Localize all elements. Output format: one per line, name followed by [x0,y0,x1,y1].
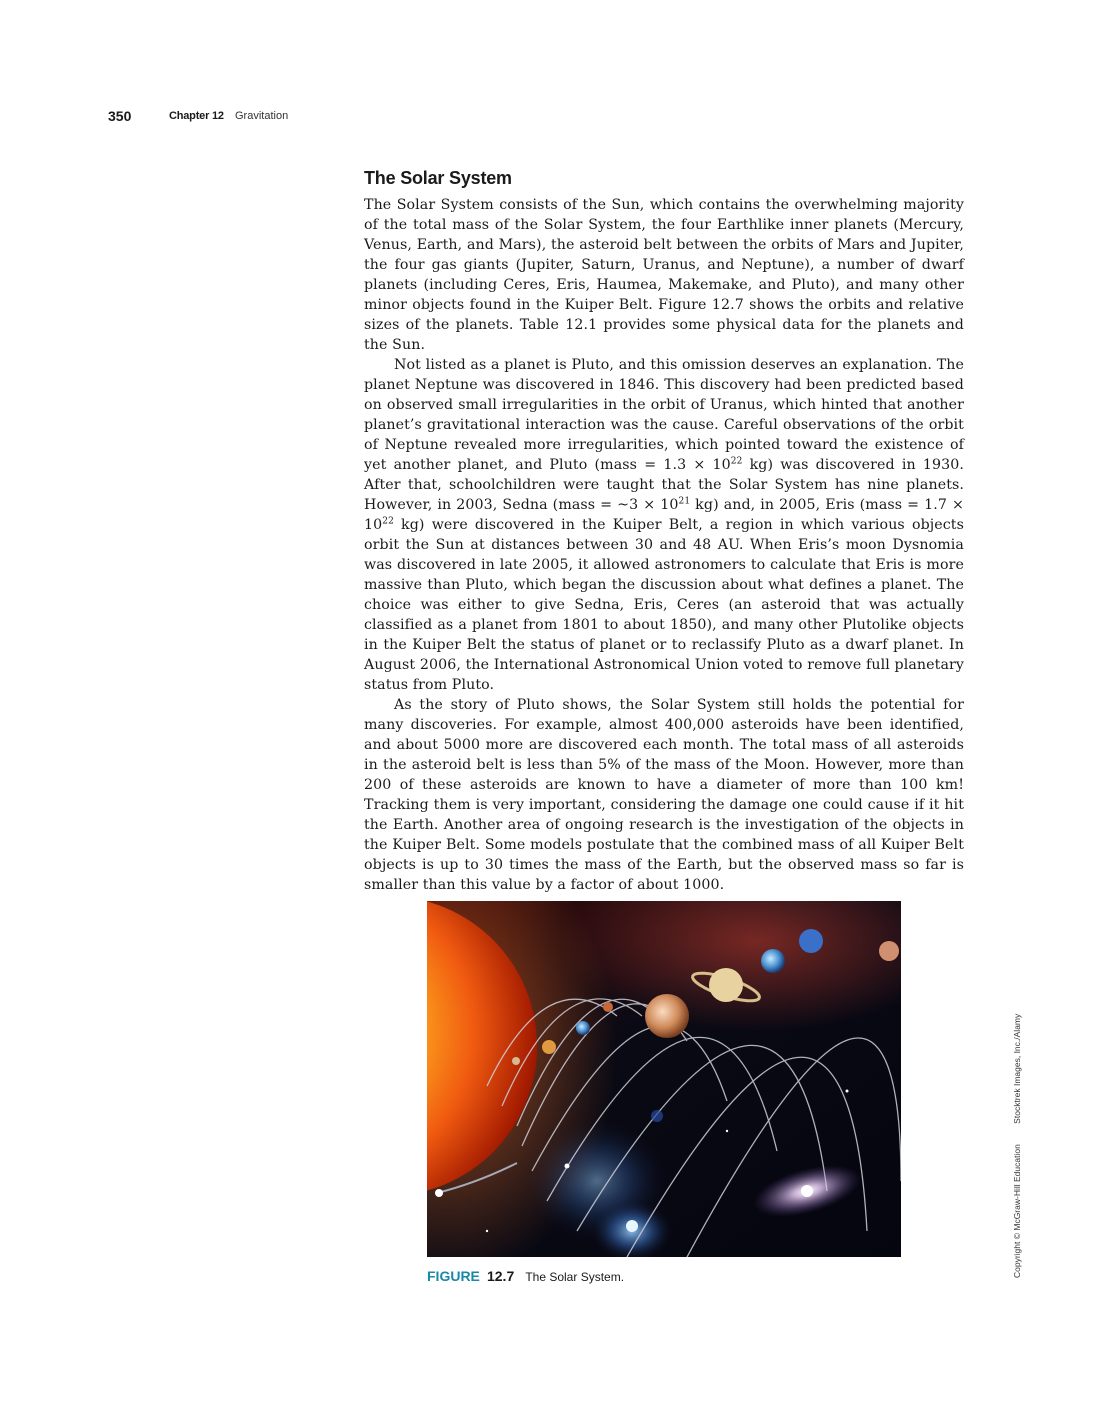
solar-system-illustration [427,901,901,1257]
distant-planet [651,1110,663,1122]
source-credit: Stocktrek Images, Inc./Alamy [1012,1013,1022,1124]
figure-number: 12.7 [486,1268,515,1284]
star [486,1230,488,1232]
dwarf-planet [879,941,899,961]
section-heading: The Solar System [364,168,512,188]
star [726,1130,728,1132]
jupiter [645,994,689,1038]
star [565,1164,570,1169]
running-head [108,108,508,126]
page-number: 350 [108,108,132,124]
star [846,1090,849,1093]
venus [542,1040,556,1054]
paragraph-3: As the story of Pluto shows, the Solar System still holds the potential for many discoveries. For example, almost 400,000 asteroids have been identified, and about 5000 more are discovered each month. The total mass of all asteroids in the asteroid belt is less than 5% of the mass of the Moon. However, more than 200 of these asteroids are known to have a diameter of more than 100 km! Tracking them is very important, considering the damage one could cause if it hit the Earth. Another area of ongoing research is the investigation of the objects in the Kuiper Belt. Some models postulate that the combined mass of all Kuiper Belt objects is up to 30 times the mass of the Earth, but the observed mass so far is smaller than this value by a factor of about 1000. [364,697,964,893]
paragraph-1: The Solar System consists of the Sun, which contains the overwhelming majority of the total mass of the Solar System, the four Earthlike inner planets (Mercury, Venus, Earth, and Mars), the asteroid belt between the orbits of Mars and Jupiter, the four gas giants (Jupiter, Saturn, Uranus, and Neptune), a number of dwarf planets (including Ceres, Eris, Haumea, Makemake, and Pluto), and many other minor objects found in the Kuiper Belt. Figure 12.7 shows the orbits and relative sizes of the planets. Table 12.1 provides some physical data for the planets and the Sun. [364,197,964,353]
uranus [761,949,785,973]
earth [576,1021,590,1035]
galaxy-core [801,1185,813,1197]
mercury [512,1057,520,1065]
solar-system-figure [427,901,901,1257]
figure-label: FIGURE [427,1268,480,1284]
mars [603,1002,613,1012]
image-credit [1012,1014,1022,1278]
neptune [799,929,823,953]
figure-caption [427,1266,927,1285]
copyright-text: Copyright © McGraw-Hill Education [1012,1144,1022,1278]
solar-system-section [364,168,964,895]
paragraph-2: Not listed as a planet is Pluto, and this omission deserves an explanation. The planet Neptune was discovered in 1846. This discovery had been predicted based on observed small irregularities in the orbit of Uranus, which hinted that another planet’s gravitational interaction was the cause. Careful observations of the orbit of Neptune revealed more irregularities, which pointed toward the existence of yet another planet, and Pluto (mass = $1.3 \times 10^{22}$ kg) was discovered in 1930. After that, schoolchildren were taught that the Solar System has nine planets. However, in 2003, Sedna (mass = ~3 × $10^{21}$ kg) and, in 2005, Eris (mass = $1.7 \times 10^{22}$ kg) were discovered in the Kuiper Belt, a region in which various objects orbit the Sun at distances between 30 and 48 AU. When Eris’s moon Dysnomia was discovered in late 2005, it allowed astronomers to calculate that Eris is more massive than Pluto, which began the discussion about what defines a planet. The choice was either to give Sedna, Eris, Ceres (an asteroid that was actually classified as a planet from 1801 to about 1850), and many other Plutolike objects in the Kuiper Belt the status of planet or to reclassify Pluto as a dwarf planet. In August 2006, the International Astronomical Union voted to remove full planetary status from Pluto. [364,357,964,693]
blue-star [626,1220,638,1232]
chapter-title: Gravitation [235,110,289,122]
figure-caption-text: The Solar System. [525,1270,625,1284]
chapter-label: Chapter 12 [169,110,224,122]
